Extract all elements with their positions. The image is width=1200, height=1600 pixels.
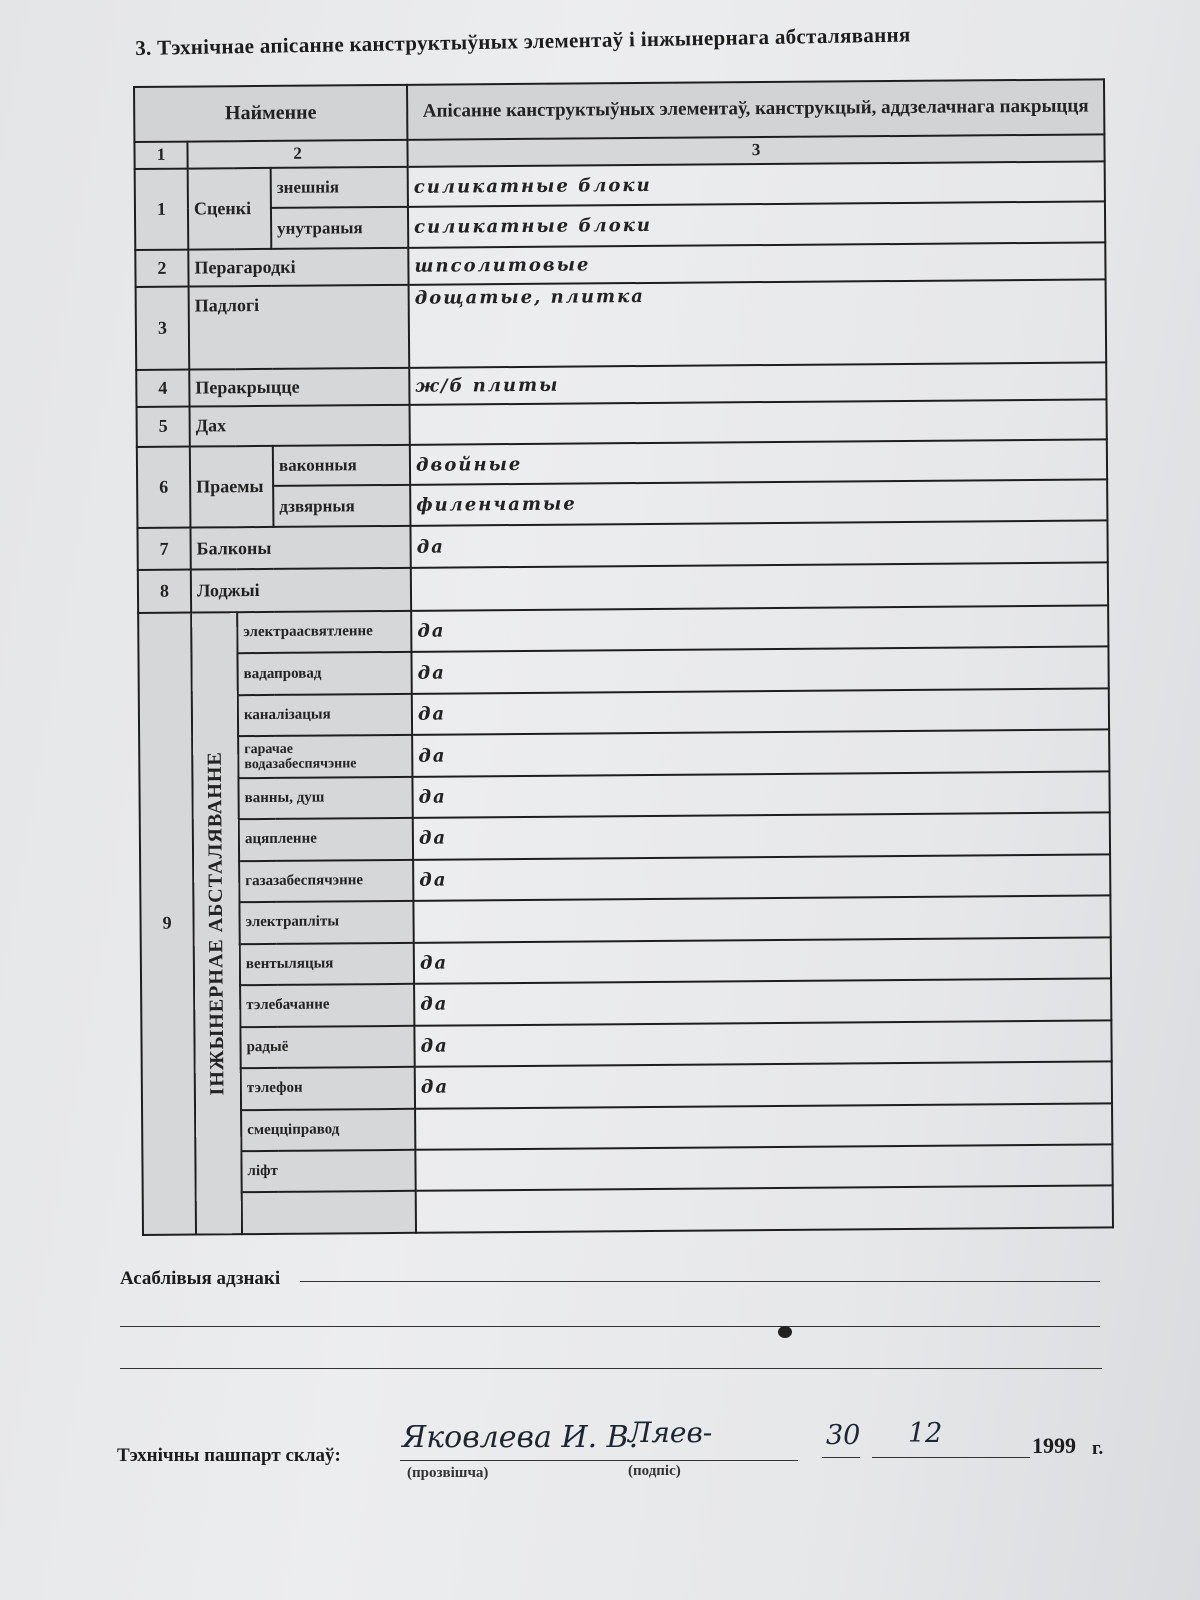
- walls-inner-value: силикатные блоки: [408, 202, 1105, 248]
- equipment-value: [415, 1144, 1112, 1191]
- section-title: 3. Тэхнічнае апісанне канструктыўных элементаў і інжынернага абсталявання: [135, 22, 911, 60]
- signature-line: [400, 1460, 798, 1461]
- partitions-label: Перагародкі: [188, 248, 408, 287]
- equipment-value: да: [414, 937, 1111, 984]
- column-number-1: 1: [134, 141, 187, 169]
- partitions-value: шпсолитовые: [408, 242, 1105, 285]
- equipment-label: радыё: [240, 1025, 414, 1068]
- special-notes-label: Асаблівыя адзнакі: [120, 1268, 281, 1289]
- equipment-value: да: [412, 688, 1109, 735]
- header-description: Апісанне канструктыўных элементаў, канструкцый, аддзелачнага пакрыцця: [407, 79, 1104, 139]
- floors-label: Падлогі: [189, 285, 410, 370]
- windows-label: ваконныя: [273, 445, 410, 487]
- row-number: 5: [137, 406, 190, 447]
- row-number: 1: [135, 168, 189, 249]
- notes-line: [300, 1281, 1100, 1282]
- engineering-group-label: ІНЖЫНЕРНАЕ АБСТАЛЯВАННЕ: [203, 751, 229, 1096]
- equipment-value: да: [415, 1061, 1112, 1108]
- equipment-value: да: [414, 978, 1111, 1025]
- table-header-row: [134, 79, 1104, 141]
- month-line: [872, 1457, 1030, 1458]
- notes-line: [120, 1368, 1102, 1369]
- table-row: [137, 520, 1107, 570]
- equipment-label: тэлебачанне: [240, 984, 414, 1027]
- loggias-value: [411, 563, 1108, 611]
- passport-compiled-label: Тэхнічны пашпарт склаў:: [117, 1445, 341, 1466]
- table-row: [136, 280, 1107, 371]
- walls-label: Сценкі: [188, 168, 272, 250]
- column-number-3: 3: [407, 134, 1104, 167]
- floors-value: дощатые, плитка: [409, 280, 1107, 368]
- balconies-label: Балконы: [190, 526, 410, 570]
- equipment-label: вадапровад: [237, 652, 411, 695]
- row-number: 3: [136, 287, 190, 370]
- row-number: 6: [137, 447, 191, 528]
- signature-caption: (подпіс): [628, 1463, 681, 1479]
- roof-label: Дах: [190, 404, 410, 446]
- equipment-value: да: [414, 1020, 1111, 1067]
- windows-value: двойные: [410, 439, 1107, 485]
- year-suffix: г.: [1092, 1438, 1104, 1459]
- row-number: 9: [138, 612, 196, 1235]
- row-number: 4: [136, 370, 189, 407]
- equipment-label: тэлефон: [241, 1067, 415, 1110]
- equipment-label: электрапліты: [239, 901, 413, 944]
- table-row: [138, 563, 1108, 613]
- surname-value: Яковлева И. В.: [402, 1420, 639, 1455]
- equipment-label: ванны, душ: [238, 777, 412, 820]
- equipment-label: вентыляцыя: [240, 942, 414, 985]
- equipment-label: гарачае водазабеспячэнне: [238, 735, 412, 778]
- row-number: 7: [137, 527, 190, 570]
- signature-mark: Ляев-: [628, 1416, 713, 1449]
- roof-value: [410, 399, 1107, 445]
- walls-outer-value: силикатные блоки: [408, 161, 1105, 207]
- equipment-value: да: [411, 647, 1108, 694]
- ceilings-label: Перакрыцце: [189, 368, 409, 406]
- equipment-value: [413, 896, 1110, 943]
- equipment-label: каналізацыя: [238, 694, 412, 737]
- row-number: 8: [138, 570, 191, 613]
- date-day: 30: [826, 1420, 861, 1451]
- date-month: 12: [908, 1418, 943, 1449]
- date-year: 1999: [1032, 1433, 1076, 1458]
- equipment-value: да: [412, 730, 1109, 777]
- openings-label: Праемы: [190, 446, 274, 528]
- technical-description-table: [133, 78, 1114, 1236]
- row-number: 2: [135, 249, 188, 287]
- day-line: [822, 1457, 860, 1458]
- equipment-label: газазабеспячэнне: [239, 860, 413, 903]
- loggias-label: Лоджыі: [191, 568, 411, 612]
- engineering-group-cell: [191, 612, 242, 1234]
- equipment-value: [415, 1103, 1112, 1150]
- equipment-value: да: [413, 813, 1110, 860]
- doors-value: филенчатые: [410, 480, 1107, 526]
- balconies-value: да: [410, 520, 1107, 568]
- doors-label: дзвярныя: [273, 485, 410, 527]
- walls-inner-label: унутраныя: [271, 207, 408, 249]
- equipment-value: да: [412, 771, 1109, 818]
- table-row: [143, 1186, 1113, 1235]
- ink-blot: [778, 1326, 792, 1338]
- column-number-2: 2: [187, 139, 407, 168]
- ceilings-value: ж/б плиты: [409, 363, 1106, 405]
- walls-outer-label: знешнія: [271, 167, 408, 209]
- equipment-label: ліфт: [241, 1150, 415, 1193]
- surname-caption: (прозвішча): [407, 1465, 489, 1481]
- equipment-value: да: [413, 854, 1110, 901]
- notes-line: [120, 1326, 1100, 1327]
- equipment-value: [416, 1186, 1113, 1233]
- equipment-label: электраасвятленне: [237, 611, 411, 654]
- equipment-label: смецціправод: [241, 1108, 415, 1151]
- equipment-label: [242, 1191, 416, 1234]
- equipment-label: ацяпленне: [239, 818, 413, 861]
- equipment-value: да: [411, 605, 1108, 652]
- header-name: Найменне: [134, 85, 407, 142]
